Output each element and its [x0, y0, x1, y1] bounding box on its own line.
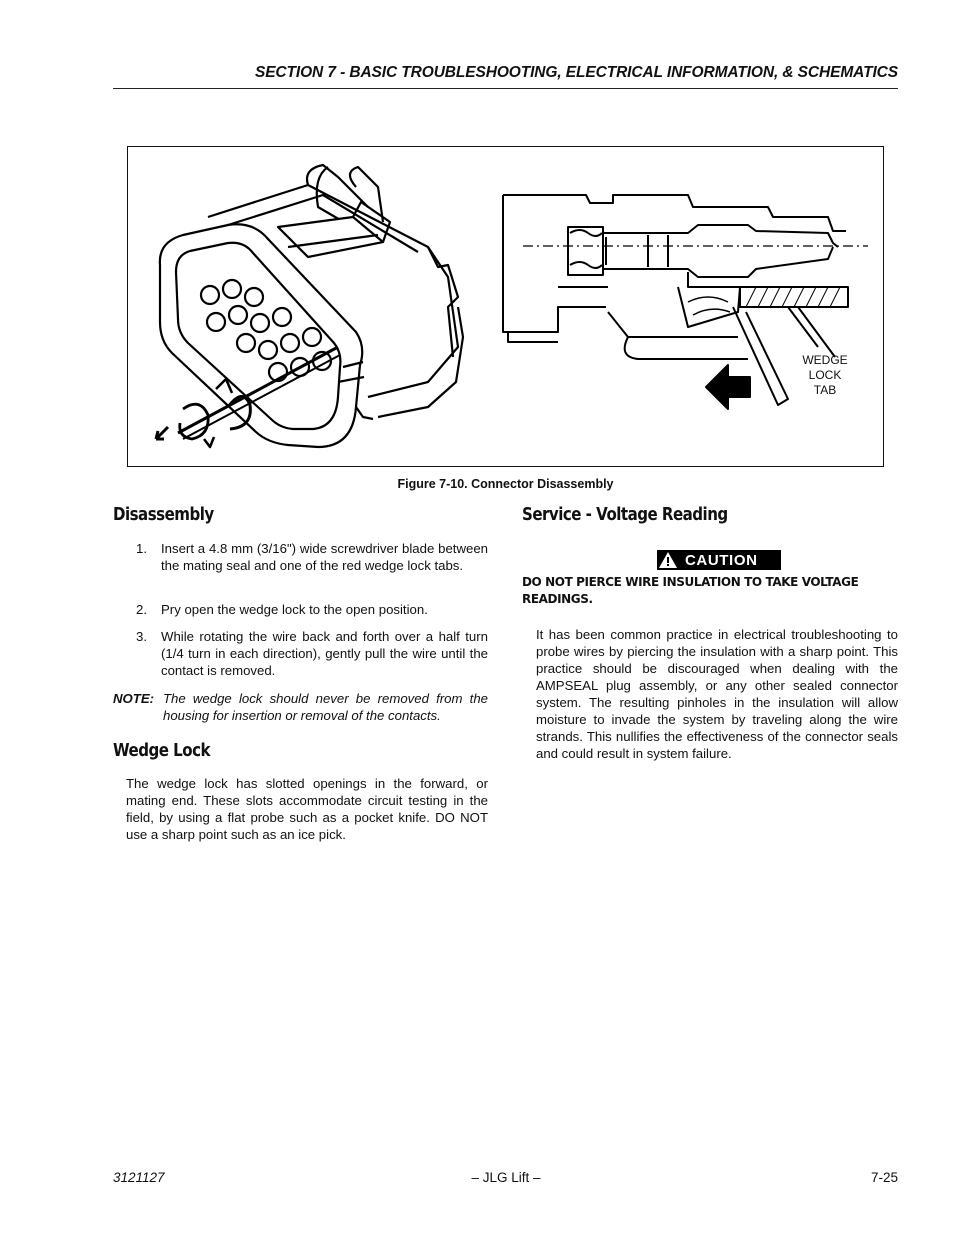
- footer-center: – JLG Lift –: [471, 1170, 541, 1185]
- step-2-text: Pry open the wedge lock to the open position.: [161, 602, 428, 617]
- caution-message: DO NOT PIERCE WIRE INSULATION TO TAKE VOLTAGE READINGS.: [522, 575, 859, 606]
- service-paragraph: It has been common practice in electrical troubleshooting to probe wires by piercing the insulation with a sharp point. This practice should be discouraged when dealing with the AMPSEAL plug assembly, or any other sealed connector system. The resulting pinholes in the insulation will allow moisture to invade the system by traveling along the wire strands. This nullifies the effectiveness of the connector seals and could result in system failure.: [536, 627, 898, 761]
- step-3-number: 3.: [136, 629, 147, 644]
- step-3-text: While rotating the wire back and forth over a half turn (1/4 turn in each direction), gently pull the wire until the contact is removed.: [161, 629, 488, 678]
- footer-page-number: 7-25: [870, 1170, 898, 1185]
- connector-disassembly-illustration: [128, 147, 883, 466]
- header-rule: [113, 88, 898, 89]
- connector-isometric-drawing: [156, 165, 463, 447]
- step-1-number: 1.: [136, 541, 147, 556]
- wedge-lock-tab-label-line3: TAB: [813, 383, 837, 397]
- warning-triangle-icon: [657, 550, 679, 570]
- caution-label: CAUTION: [685, 551, 758, 569]
- wedge-lock-tab-label: [795, 353, 855, 398]
- step-1-text: Insert a 4.8 mm (3/16") wide screwdriver blade between the mating seal and one of the red wedge lock tabs.: [161, 541, 488, 573]
- connector-figure: [127, 146, 884, 467]
- figure-caption: Figure 7-10. Connector Disassembly: [397, 477, 614, 491]
- caution-badge: [657, 550, 781, 570]
- section-header-title: SECTION 7 - BASIC TROUBLESHOOTING, ELECTRICAL INFORMATION, & SCHEMATICS: [254, 64, 898, 81]
- step-2-number: 2.: [136, 602, 147, 617]
- footer-doc-number: 3121127: [113, 1170, 165, 1185]
- wedge-lock-tab-label-line1: WEDGE: [802, 353, 848, 367]
- service-voltage-heading: Service - Voltage Reading: [522, 505, 728, 525]
- note-label: NOTE:: [113, 691, 155, 706]
- note-text: The wedge lock should never be removed from the housing for insertion or removal of the contacts.: [163, 691, 488, 723]
- wedge-lock-tab-label-line2: LOCK: [808, 368, 842, 382]
- wedge-lock-paragraph: The wedge lock has slotted openings in the forward, or mating end. These slots accommodate circuit testing in the field, by using a flat probe such as a pocket knife. DO NOT use a sharp point such as an ice pick.: [126, 776, 488, 842]
- wedge-lock-heading: Wedge Lock: [113, 741, 210, 761]
- disassembly-heading: Disassembly: [113, 505, 214, 525]
